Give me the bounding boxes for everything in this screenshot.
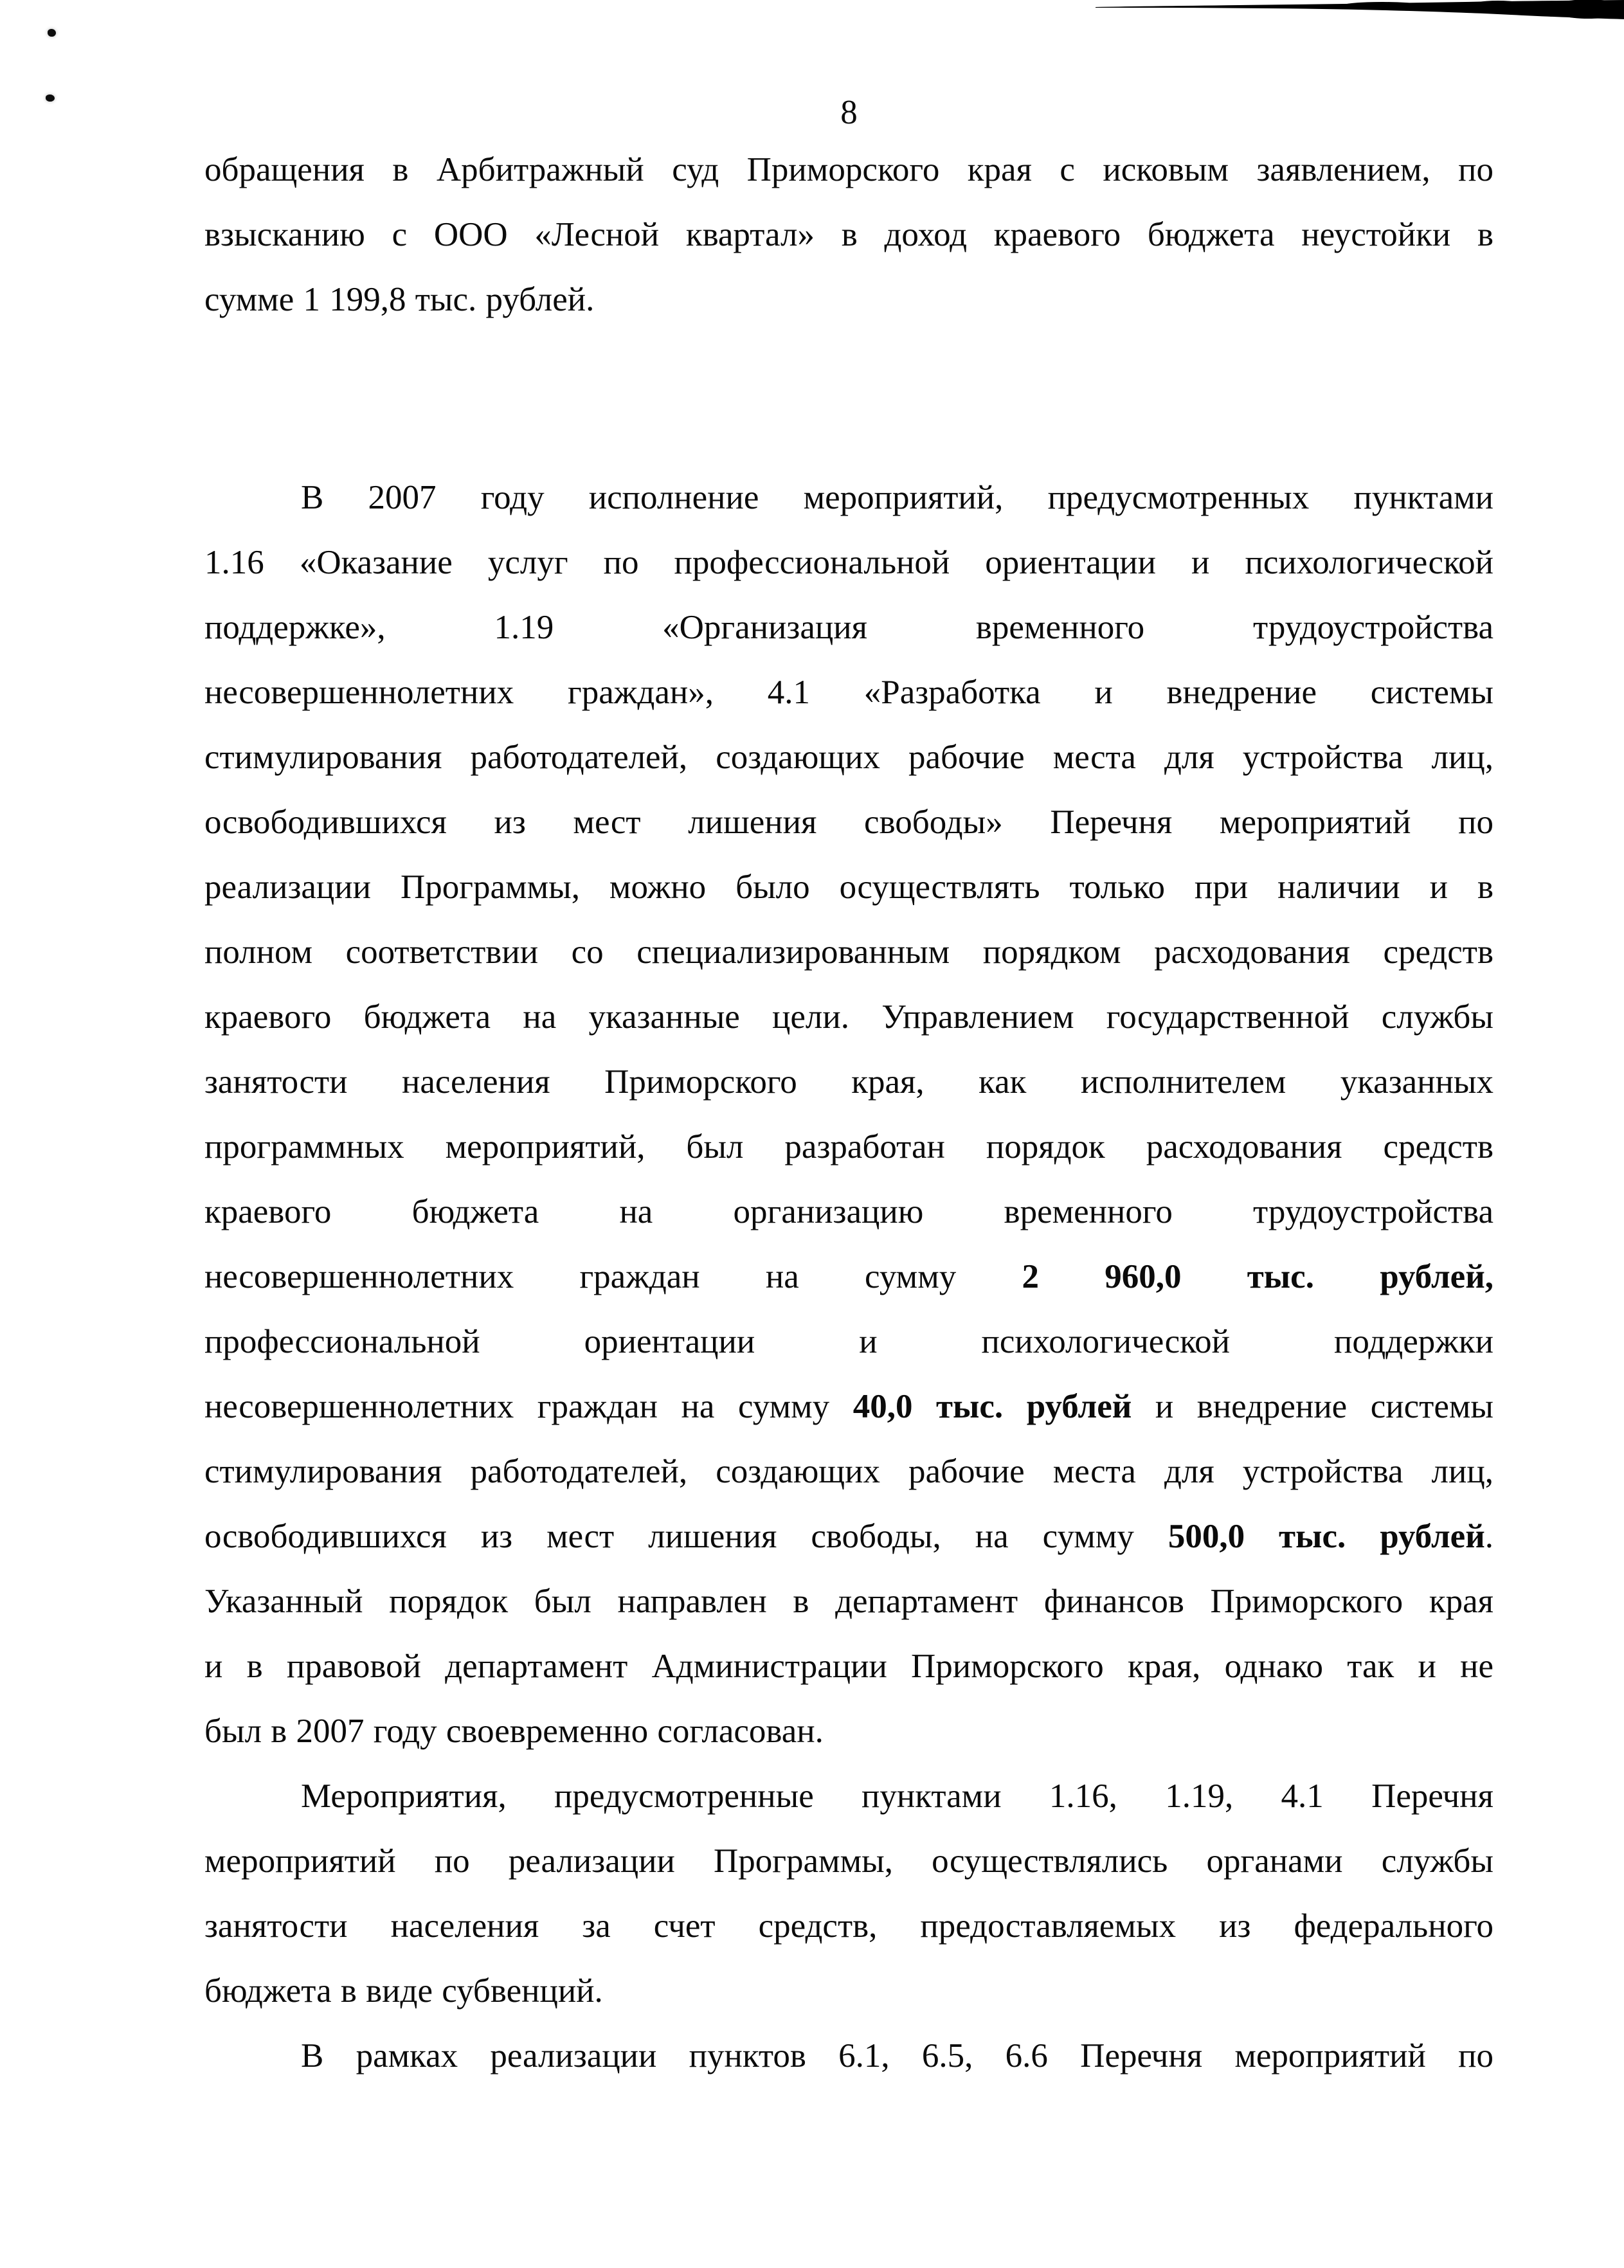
text-line xyxy=(204,1439,1493,1504)
text-segment: стимулирования работодателей, создающих рабочие места для устройства лиц, xyxy=(204,739,1493,776)
text-line xyxy=(204,138,1493,203)
text-segment-bold: 2 960,0 тыс. рублей, xyxy=(1022,1258,1493,1295)
paragraph xyxy=(204,1764,1493,2024)
scan-streak-blob xyxy=(1344,2,1421,8)
text-segment: стимулирования работодателей, создающих рабочие места для устройства лиц, xyxy=(204,1453,1493,1490)
text-segment: программных мероприятий, был разработан порядок расходования средств xyxy=(204,1128,1493,1166)
text-segment: В рамках реализации пунктов 6.1, 6.5, 6.6 Перечня мероприятий по xyxy=(301,2037,1493,2074)
text-segment: несовершеннолетних граждан на сумму xyxy=(204,1388,853,1425)
text-line xyxy=(204,1374,1493,1439)
text-segment: несовершеннолетних граждан на сумму xyxy=(204,1258,1022,1295)
text-line xyxy=(204,1959,1493,2024)
text-segment: краевого бюджета на указанные цели. Управлением государственной службы xyxy=(204,998,1493,1036)
paragraph xyxy=(204,2024,1493,2089)
text-segment: взысканию с ООО «Лесной квартал» в доход краевого бюджета неустойки в xyxy=(204,216,1493,253)
text-line xyxy=(204,1050,1493,1115)
text-segment: мероприятий по реализации Программы, осуществлялись органами службы xyxy=(204,1842,1493,1880)
text-segment: полном соответствии со специализированным порядком расходования средств xyxy=(204,933,1493,971)
text-line xyxy=(204,790,1493,855)
text-line xyxy=(204,1310,1493,1374)
text-line xyxy=(204,855,1493,920)
text-line xyxy=(204,1115,1493,1180)
text-segment: сумме 1 199,8 тыс. рублей. xyxy=(204,281,595,318)
text-line xyxy=(204,1894,1493,1959)
text-line xyxy=(204,985,1493,1050)
text-segment: бюджета в виде субвенций. xyxy=(204,1972,603,2010)
text-segment: В 2007 году исполнение мероприятий, предусмотренных пунктами xyxy=(301,479,1493,516)
text-segment-bold: 500,0 тыс. рублей xyxy=(1168,1518,1485,1555)
text-segment: и в правовой департамент Администрации Приморского края, однако так и не xyxy=(204,1648,1493,1685)
page-number: 8 xyxy=(840,94,858,131)
text-line xyxy=(204,1829,1493,1894)
text-segment: обращения в Арбитражный суд Приморского края с исковым заявлением, по xyxy=(204,151,1493,188)
text-line xyxy=(204,2024,1493,2089)
text-segment: занятости населения за счет средств, предоставляемых из федерального xyxy=(204,1907,1493,1945)
text-segment: несовершеннолетних граждан», 4.1 «Разработка и внедрение системы xyxy=(204,674,1493,711)
text-segment: реализации Программы, можно было осуществлять только при наличии и в xyxy=(204,869,1493,906)
text-line xyxy=(204,465,1493,530)
text-line xyxy=(204,1180,1493,1245)
text-segment: профессиональной ориентации и психологической поддержки xyxy=(204,1323,1493,1360)
text-line xyxy=(204,1634,1493,1699)
text-segment: поддержке», 1.19 «Организация временного трудоустройства xyxy=(204,609,1493,646)
scan-dot-artifact xyxy=(46,94,55,102)
scan-streak-artifact xyxy=(1087,0,1624,26)
text-line xyxy=(204,1245,1493,1310)
text-line xyxy=(204,1569,1493,1634)
text-segment: освободившихся из мест лишения свободы» Перечня мероприятий по xyxy=(204,804,1493,841)
text-line xyxy=(204,725,1493,790)
text-line xyxy=(204,920,1493,985)
text-line xyxy=(204,595,1493,660)
text-segment-bold: 40,0 тыс. рублей xyxy=(853,1388,1132,1425)
text-segment: краевого бюджета на организацию временного трудоустройства xyxy=(204,1193,1493,1230)
text-segment: занятости населения Приморского края, как исполнителем указанных xyxy=(204,1063,1493,1101)
text-segment: освободившихся из мест лишения свободы, на сумму xyxy=(204,1518,1168,1555)
text-line xyxy=(204,1699,1493,1764)
text-line xyxy=(204,1764,1493,1829)
scan-streak-blob xyxy=(1468,1,1528,11)
text-line xyxy=(204,530,1493,595)
text-segment: и внедрение системы xyxy=(1132,1388,1493,1425)
paragraph xyxy=(204,465,1493,1764)
text-line xyxy=(204,267,1493,332)
scan-dot-artifact xyxy=(48,29,56,37)
text-line xyxy=(204,660,1493,725)
document-text xyxy=(204,138,1493,2089)
paragraph xyxy=(204,138,1493,332)
text-segment: Указанный порядок был направлен в департамент финансов Приморского края xyxy=(204,1583,1493,1620)
text-segment: был в 2007 году своевременно согласован. xyxy=(204,1713,824,1750)
text-line xyxy=(204,1504,1493,1569)
text-line xyxy=(204,203,1493,267)
text-segment: Мероприятия, предусмотренные пунктами 1.16, 1.19, 4.1 Перечня xyxy=(301,1778,1493,1815)
text-segment: 1.16 «Оказание услуг по профессиональной ориентации и психологической xyxy=(204,544,1493,581)
text-segment: . xyxy=(1484,1518,1493,1555)
